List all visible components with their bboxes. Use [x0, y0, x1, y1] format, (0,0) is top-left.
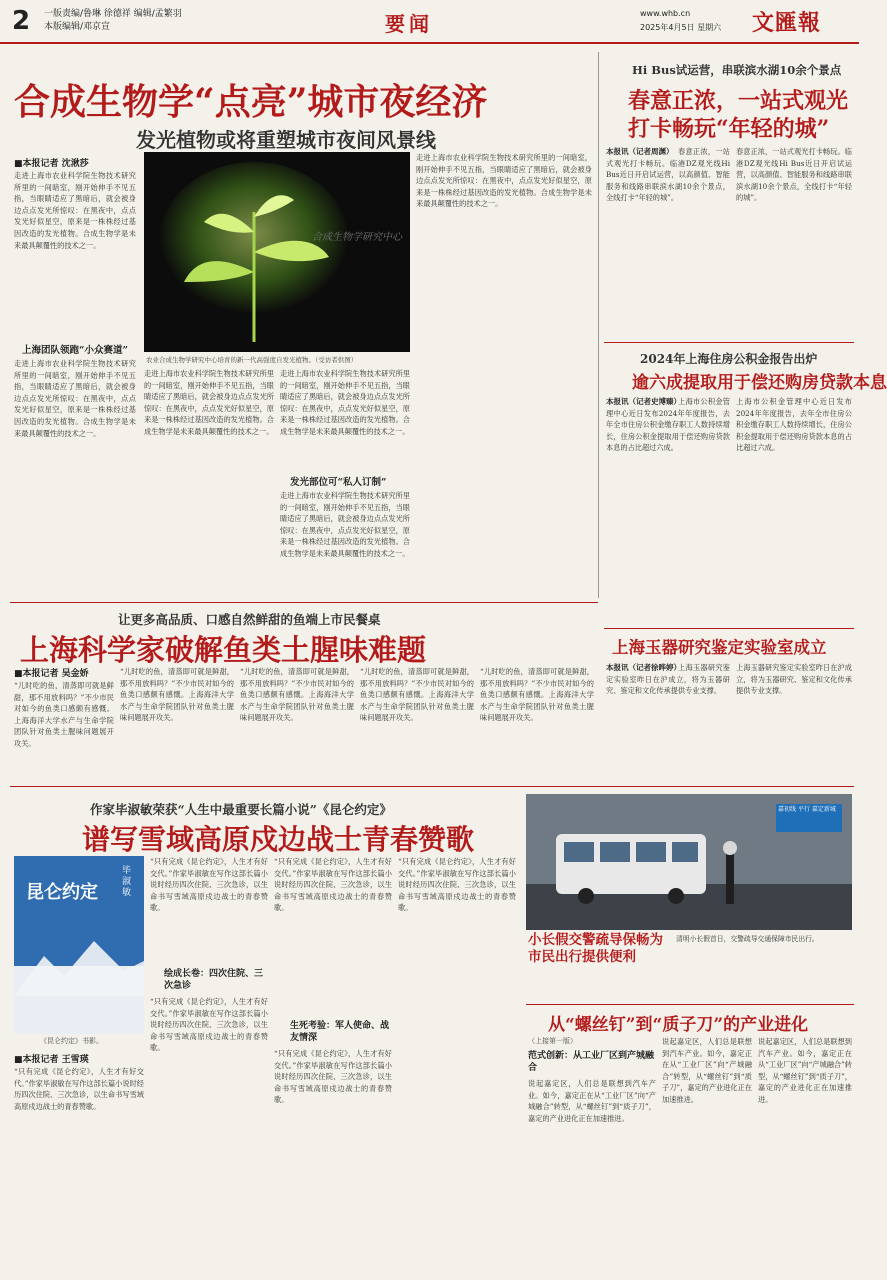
- book-caption: 《昆仑约定》书影。: [40, 1037, 103, 1045]
- lead-text-col1: 走进上海市农业科学院生物技术研究所里的一间暗室，刚开始伸手不见五指，当眼睛适应了黑暗后，就会被身边点点发光所惊叹：在黑夜中，点点发光好似星空，原来是一株株经过基因改造的发光植物。合成生物学是未来最具颠覆性的技术之一。: [14, 171, 136, 250]
- glowing-plant-icon: [144, 152, 410, 352]
- hibus-text-col1: 春意正浓，一站式观光打卡畅玩。临港DZ观光线Hi Bus近日开启试运营，以高颜值、智能服务和线路串联滨水湖10余个景点，全线打卡“年轻的城”。: [606, 147, 730, 203]
- lead-text-col3b: 走进上海市农业科学院生物技术研究所里的一间暗室，刚开始伸手不见五指，当眼睛适应了黑暗后，就会被身边点点发光所惊叹：在黑夜中，点点发光好似星空，原来是一株株经过基因改造的发光植物。合成生物学是未来最具颠覆性的技术之一。: [280, 491, 410, 558]
- bus-headline: 小长假交警疏导保畅为市民出行提供便利: [528, 932, 663, 965]
- lead-text-col2: 走进上海市农业科学院生物技术研究所里的一间暗室，刚开始伸手不见五指，当眼睛适应了黑暗后，就会被身边点点发光所惊叹：在黑夜中，点点发光好似星空，原来是一株株经过基因改造的发光植物。合成生物学是未来最具颠覆性的技术之一。: [144, 369, 274, 436]
- industry-text-col3: 说起嘉定区，人们总是联想到汽车产业。如今，嘉定正在从“工业厂区”向“产城融合”转型，从“螺丝钉”到“质子刀”，嘉定的产业进化正在加速推进。: [758, 1037, 852, 1104]
- novel-text-col3: “只有完成《昆仑约定》，人生才有好交代。”作家毕淑敏在写作这部长篇小说时经历四次住院、三次急诊，以生命书写雪域高原戍边战士的青春赞歌。: [274, 857, 392, 913]
- lead-text-col1b: 走进上海市农业科学院生物技术研究所里的一间暗室，刚开始伸手不见五指，当眼睛适应了黑暗后，就会被身边点点发光所惊叹：在黑夜中，点点发光好似星空，原来是一株株经过基因改造的发光植物。合成生物学是未来最具颠覆性的技术之一。: [14, 359, 136, 438]
- jade-text-col1: 上海玉器研究鉴定实验室昨日在沪成立，将为玉器研究、鉴定和文化传承提供专业支撑。: [606, 663, 730, 696]
- industry-continued-tag: （上接第一版）: [528, 1037, 577, 1045]
- photo-inner-text: 合成生物学研究中心: [312, 232, 402, 243]
- issue-date: 2025年4月5日 星期六: [640, 23, 722, 32]
- editors-line-1: 一版责编/鲁琳 徐德祥 编辑/孟繁羽: [44, 9, 182, 19]
- housing-text-col1: 上海市公积金管理中心近日发布2024年年度报告，去年全市住房公积金缴存职工人数持续增长，住房公积金提取用于偿还购房贷款本息的占比超过六成。: [606, 397, 730, 453]
- lead-subheadline: 发光植物或将重塑城市夜间风景线: [136, 128, 436, 152]
- lead-text-col4: 走进上海市农业科学院生物技术研究所里的一间暗室，刚开始伸手不见五指，当眼睛适应了黑暗后，就会被身边点点发光所惊叹：在黑夜中，点点发光好似星空，原来是一株株经过基因改造的发光植物。合成生物学是未来最具颠覆性的技术之一。: [416, 153, 592, 209]
- fish-headline: 上海科学家破解鱼类土腥味难题: [20, 633, 427, 667]
- housing-headline: 逾六成提取用于偿还购房贷款本息: [632, 373, 887, 393]
- bus-scene-icon: [526, 794, 852, 930]
- mountain-icon: [14, 936, 144, 996]
- jade-text-col2: 上海玉器研究鉴定实验室昨日在沪成立，将为玉器研究、鉴定和文化传承提供专业支撑。: [736, 663, 852, 696]
- hibus-kicker: Hi Bus试运营，串联滨水湖10余个景点: [632, 63, 842, 77]
- novel-text-col2: “只有完成《昆仑约定》，人生才有好交代。”作家毕淑敏在写作这部长篇小说时经历四次住院、三次急诊，以生命书写雪域高原戍边战士的青春赞歌。: [150, 857, 268, 913]
- fish-text-col2: “儿时吃的鱼，清蒸即可就是鲜甜，那不用放料吗？”不少市民对如今的鱼类口感颇有感慨。上海海洋大学水产与生命学院团队针对鱼类土腥味问题展开攻关。: [120, 667, 234, 723]
- bus-caption: 清明小长假首日，交警疏导交通保障市民出行。: [676, 935, 819, 943]
- novel-subhead-2: 生死考验：军人使命、战友情深: [290, 1021, 390, 1043]
- hibus-headline-1: 春意正浓，一站式观光: [628, 88, 849, 114]
- section-title: 要闻: [385, 12, 433, 36]
- novel-text-col3b: “只有完成《昆仑约定》，人生才有好交代。”作家毕淑敏在写作这部长篇小说时经历四次住院、三次急诊，以生命书写雪域高原戍边战士的青春赞歌。: [274, 1049, 392, 1105]
- lead-headline: 合成生物学“点亮”城市夜经济: [14, 81, 488, 123]
- hibus-byline: 本报讯（记者周渊）: [606, 147, 674, 156]
- book-title: 昆仑约定: [26, 882, 98, 903]
- newspaper-logo: 文匯報: [752, 10, 822, 36]
- hibus-headline-2: 打卡畅玩“年轻的城”: [628, 116, 830, 142]
- bus-headline-box: [528, 932, 670, 1000]
- fish-text-col4: “儿时吃的鱼，清蒸即可就是鲜甜，那不用放料吗？”不少市民对如今的鱼类口感颇有感慨。上海海洋大学水产与生命学院团队针对鱼类土腥味问题展开攻关。: [360, 667, 474, 723]
- lead-byline: ■本报记者 沈湫莎: [14, 159, 89, 169]
- lead-photo-caption: 农业合成生物学研究中心培育的新一代高强度自发光植物。（受访者供图）: [146, 356, 358, 364]
- fish-byline: ■本报记者 吴金娇: [14, 669, 89, 679]
- industry-headline: 从“螺丝钉”到“质子刀”的产业进化: [548, 1015, 809, 1035]
- fish-text-col3: “儿时吃的鱼，清蒸即可就是鲜甜，那不用放料吗？”不少市民对如今的鱼类口感颇有感慨。上海海洋大学水产与生命学院团队针对鱼类土腥味问题展开攻关。: [240, 667, 354, 723]
- novel-subhead-1: 绘成长卷：四次住院、三次急诊: [164, 969, 264, 991]
- industry-subhead: 范式创新：从工业厂区到产城融合: [528, 1051, 655, 1073]
- lead-text-col3: 走进上海市农业科学院生物技术研究所里的一间暗室，刚开始伸手不见五指，当眼睛适应了黑暗后，就会被身边点点发光所惊叹：在黑夜中，点点发光好似星空，原来是一株株经过基因改造的发光植物。合成生物学是未来最具颠覆性的技术之一。: [280, 369, 410, 436]
- book-author: 毕淑敏: [122, 866, 132, 898]
- editors-line-2: 本版编辑/邓京宣: [44, 22, 111, 32]
- hibus-text-col2: 春意正浓，一站式观光打卡畅玩。临港DZ观光线Hi Bus近日开启试运营，以高颜值、智能服务和线路串联滨水湖10余个景点，全线打卡“年轻的城”。: [736, 147, 852, 203]
- editors-credit: [44, 8, 182, 34]
- fish-kicker: 让更多高品质、口感自然鲜甜的鱼端上市民餐桌: [118, 612, 381, 627]
- lead-subhead-2: 发光部位可“私人订制”: [290, 477, 387, 488]
- housing-byline: 本报讯（记者史博臻）: [606, 397, 681, 406]
- lead-photo: [144, 152, 410, 352]
- novel-byline: ■本报记者 王雪瑛: [14, 1055, 89, 1065]
- novel-text-col2b: “只有完成《昆仑约定》，人生才有好交代。”作家毕淑敏在写作这部长篇小说时经历四次住院、三次急诊，以生命书写雪域高原戍边战士的青春赞歌。: [150, 997, 268, 1053]
- housing-text-col2: 上海市公积金管理中心近日发布2024年年度报告，去年全市住房公积金缴存职工人数持续增长，住房公积金提取用于偿还购房贷款本息的占比超过六成。: [736, 397, 852, 453]
- novel-text-col1: “只有完成《昆仑约定》，人生才有好交代。”作家毕淑敏在写作这部长篇小说时经历四次住院、三次急诊，以生命书写雪域高原戍边战士的青春赞歌。: [14, 1067, 144, 1111]
- page-number: 2: [12, 6, 31, 36]
- site-url: www.whb.cn: [640, 9, 691, 18]
- bus-photo: [526, 794, 852, 930]
- lead-subhead-1: 上海团队领跑“小众赛道”: [22, 345, 128, 356]
- novel-kicker: 作家毕淑敏荣获“人生中最重要长篇小说”《昆仑约定》: [90, 802, 392, 817]
- novel-text-col4: “只有完成《昆仑约定》，人生才有好交代。”作家毕淑敏在写作这部长篇小说时经历四次住院、三次急诊，以生命书写雪域高原戍边战士的青春赞歌。: [398, 857, 516, 913]
- fish-text-col1: “儿时吃的鱼，清蒸即可就是鲜甜，那不用放料吗？”不少市民对如今的鱼类口感颇有感慨。上海海洋大学水产与生命学院团队针对鱼类土腥味问题展开攻关。: [14, 681, 114, 748]
- jade-byline: 本报讯（记者徐晔婷）: [606, 663, 681, 672]
- jade-headline: 上海玉器研究鉴定实验室成立: [612, 638, 827, 657]
- industry-text-col1: 说起嘉定区，人们总是联想到汽车产业。如今，嘉定正在从“工业厂区”向“产城融合”转型，从“螺丝钉”到“质子刀”，嘉定的产业进化正在加速推进。: [528, 1079, 656, 1123]
- housing-kicker: 2024年上海住房公积金报告出炉: [640, 352, 818, 366]
- bus-route-sign: 嘉初线 平行 嘉定新城: [778, 806, 836, 813]
- book-cover: [14, 856, 144, 1034]
- fish-text-col5: “儿时吃的鱼，清蒸即可就是鲜甜，那不用放料吗？”不少市民对如今的鱼类口感颇有感慨。上海海洋大学水产与生命学院团队针对鱼类土腥味问题展开攻关。: [480, 667, 594, 723]
- industry-text-col2: 说起嘉定区，人们总是联想到汽车产业。如今，嘉定正在从“工业厂区”向“产城融合”转型，从“螺丝钉”到“质子刀”，嘉定的产业进化正在加速推进。: [662, 1037, 752, 1104]
- novel-headline: 谱写雪域高原戍边战士青春赞歌: [82, 823, 475, 856]
